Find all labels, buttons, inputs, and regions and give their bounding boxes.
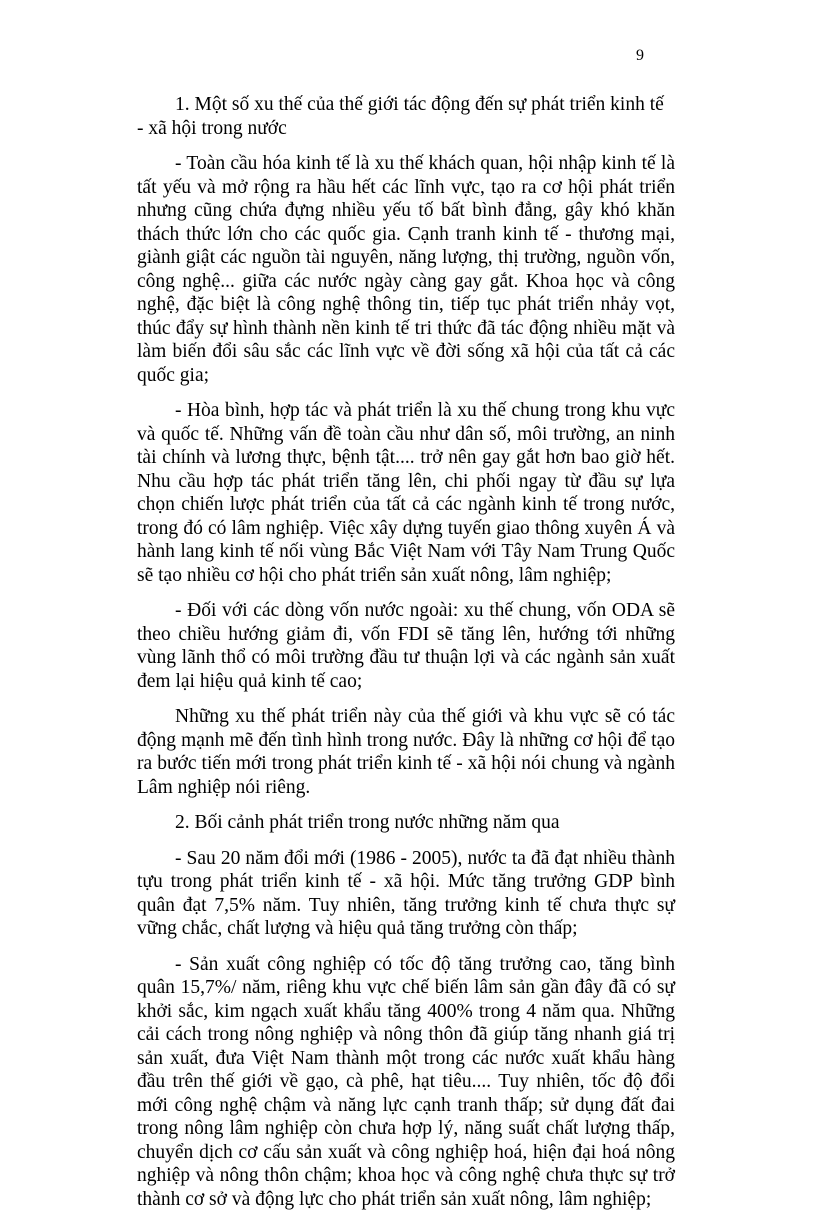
paragraph-trends-impact: Những xu thế phát triển này của thế giới và khu vực sẽ có tác động mạnh mẽ đến tình hình trong nước. Đây là những cơ hội để tạo ra bước tiến mới trong phát triển kinh tế - xã hội nói chung và ngành Lâm nghiệp nói riêng. — [137, 706, 675, 798]
paragraph-foreign-capital: - Đối với các dòng vốn nước ngoài: xu thế chung, vốn ODA sẽ theo chiều hướng giảm đi, vốn FDI sẽ tăng lên, hướng tới những vùng lãnh thổ có môi trường đầu tư thuận lợi và các ngành sản xuất đem lại hiệu quả kinh tế cao; — [137, 600, 675, 692]
paragraph-doi-moi: - Sau 20 năm đổi mới (1986 - 2005), nước ta đã đạt nhiều thành tựu trong phát triển kinh tế - xã hội. Mức tăng trưởng GDP bình quân đạt 7,5% năm. Tuy nhiên, tăng trưởng kinh tế chưa thực sự vững chắc, chất lượng và hiệu quả tăng trưởng còn thấp; — [137, 847, 675, 939]
document-body — [137, 93, 675, 1223]
section-heading-2: 2. Bối cảnh phát triển trong nước những năm qua — [175, 812, 560, 833]
page-number: 9 — [636, 47, 644, 64]
paragraph-industry: - Sản xuất công nghiệp có tốc độ tăng trưởng cao, tăng bình quân 15,7%/ năm, riêng khu vực chế biến lâm sản gần đây đã có sự khởi sắc, kim ngạch xuất khẩu tăng 400% trong 4 năm qua. Những cải cách trong nông nghiệp và nông thôn đã giúp tăng nhanh giá trị sản xuất, đưa Việt Nam thành một trong các nước xuất khẩu hàng đầu trên thế giới về gạo, cà phê, hạt tiêu.... Tuy nhiên, tốc độ đổi mới công nghệ chậm và năng lực cạnh tranh thấp; sử dụng đất đai trong nông lâm nghiệp còn chưa hợp lý, năng suất chất lượng thấp, chuyển dịch cơ cấu sản xuất và công nghiệp hoá, hiện đại hoá nông nghiệp và nông thôn chậm; khoa học và công nghệ chưa thực sự trở thành cơ sở và động lực cho phát triển sản xuất nông, lâm nghiệp; — [137, 953, 675, 1210]
paragraph-peace-cooperation: - Hòa bình, hợp tác và phát triển là xu thế chung trong khu vực và quốc tế. Những vấn đề toàn cầu như dân số, môi trường, an ninh tài chính và lương thực, bệnh tật.... trở nên gay gắt hơn bao giờ hết. Nhu cầu hợp tác phát triển tăng lên, chi phối ngay từ đầu sự lựa chọn chiến lược phát triển của tất cả các ngành kinh tế trong nước, trong đó có lâm nghiệp. Việc xây dựng tuyến giao thông xuyên Á và hành lang kinh tế nối vùng Bắc Việt Nam với Tây Nam Trung Quốc sẽ tạo nhiều cơ hội cho phát triển sản xuất nông, lâm nghiệp; — [137, 400, 675, 586]
paragraph-globalization: - Toàn cầu hóa kinh tế là xu thế khách quan, hội nhập kinh tế là tất yếu và mở rộng ra hầu hết các lĩnh vực, tạo ra cơ hội phát triển nhưng cũng chứa đựng nhiều yếu tố bất bình đẳng, gây khó khăn thách thức lớn cho các quốc gia. Cạnh tranh kinh tế - thương mại, giành giật các nguồn tài nguyên, năng lượng, thị trường, nguồn vốn, công nghệ... giữa các nước ngày càng gay gắt. Khoa học và công nghệ, đặc biệt là công nghệ thông tin, tiếp tục phát triển nhảy vọt, thúc đẩy sự hình thành nền kinh tế tri thức đã tác động nhiều mặt và làm biến đổi sâu sắc các lĩnh vực về đời sống xã hội của tất cả các quốc gia; — [137, 153, 675, 386]
section-heading-1: 1. Một số xu thế của thế giới tác động đến sự phát triển kinh tế - xã hội trong nước — [137, 94, 664, 139]
